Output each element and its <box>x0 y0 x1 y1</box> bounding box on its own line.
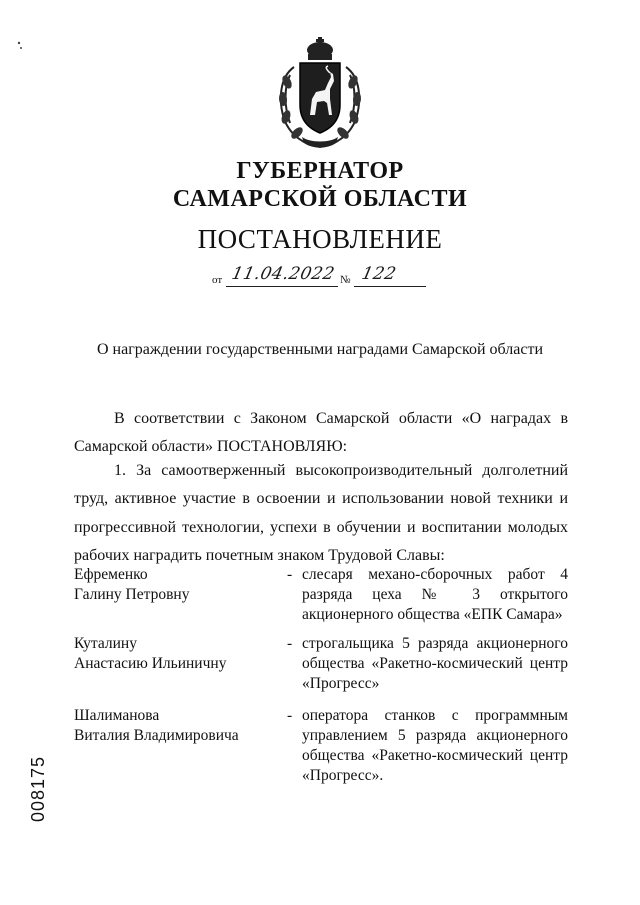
entry-dash: - <box>287 566 293 583</box>
awardee-name <box>74 634 274 674</box>
entry-dash: - <box>287 635 293 652</box>
awardee-name <box>74 565 274 605</box>
document-type: ПОСТАНОВЛЕНИЕ <box>197 224 443 254</box>
clause-1-paragraph: 1. За самоотверженный высокопроизводительный долголетний труд, активное участие в освоении и использовании новой техники и прогрессивной технологии, успехи в обучении и воспитании молодых рабочих наградить почетным знаком Трудовой Славы: <box>74 462 568 565</box>
awardee-surname: Шалиманова <box>74 707 160 724</box>
authority-title-line2: САМАРСКОЙ ОБЛАСТИ <box>172 186 468 212</box>
entry-dash: - <box>287 707 293 724</box>
form-serial-number: 008175 <box>28 755 48 822</box>
document-title: О награждении государственными наградами Самарской области <box>96 341 544 358</box>
number-underline <box>354 286 426 287</box>
awardee-surname: Куталину <box>74 635 137 652</box>
samara-coat-of-arms-icon <box>270 37 370 152</box>
awardee-position: строгальщика 5 разряда акционерного общества «Ракетно-космический центр «Прогресс» <box>302 635 568 692</box>
awardee-given-names: Анастасию Ильиничну <box>74 655 227 672</box>
awardee-given-names: Галину Петровну <box>74 586 190 603</box>
scan-mark <box>16 40 24 52</box>
handwritten-number: 122 <box>359 264 399 284</box>
awardee-position: оператора станков с программным управлением 5 разряда акционерного общества «Ракетно-космический центр «Прогресс». <box>302 707 568 784</box>
authority-title-line1: ГУБЕРНАТОР <box>236 158 404 184</box>
awardee-surname: Ефременко <box>74 566 148 583</box>
number-label: № <box>340 274 351 286</box>
document-date-number-line <box>212 264 452 288</box>
date-label: от <box>212 274 223 286</box>
intro-paragraph: В соответствии с Законом Самарской области «О наградах в Самарской области» ПОСТАНОВЛЯЮ: <box>74 410 568 456</box>
date-underline <box>226 286 338 287</box>
awardee-name <box>74 706 274 746</box>
awardee-position: слесаря механо-сборочных работ 4 разряда цеха № 3 открытого акционерного общества «ЕПК Самара» <box>302 566 568 623</box>
handwritten-date: 11.04.2022 <box>229 264 337 284</box>
awardee-given-names: Виталия Владимировича <box>74 727 239 744</box>
